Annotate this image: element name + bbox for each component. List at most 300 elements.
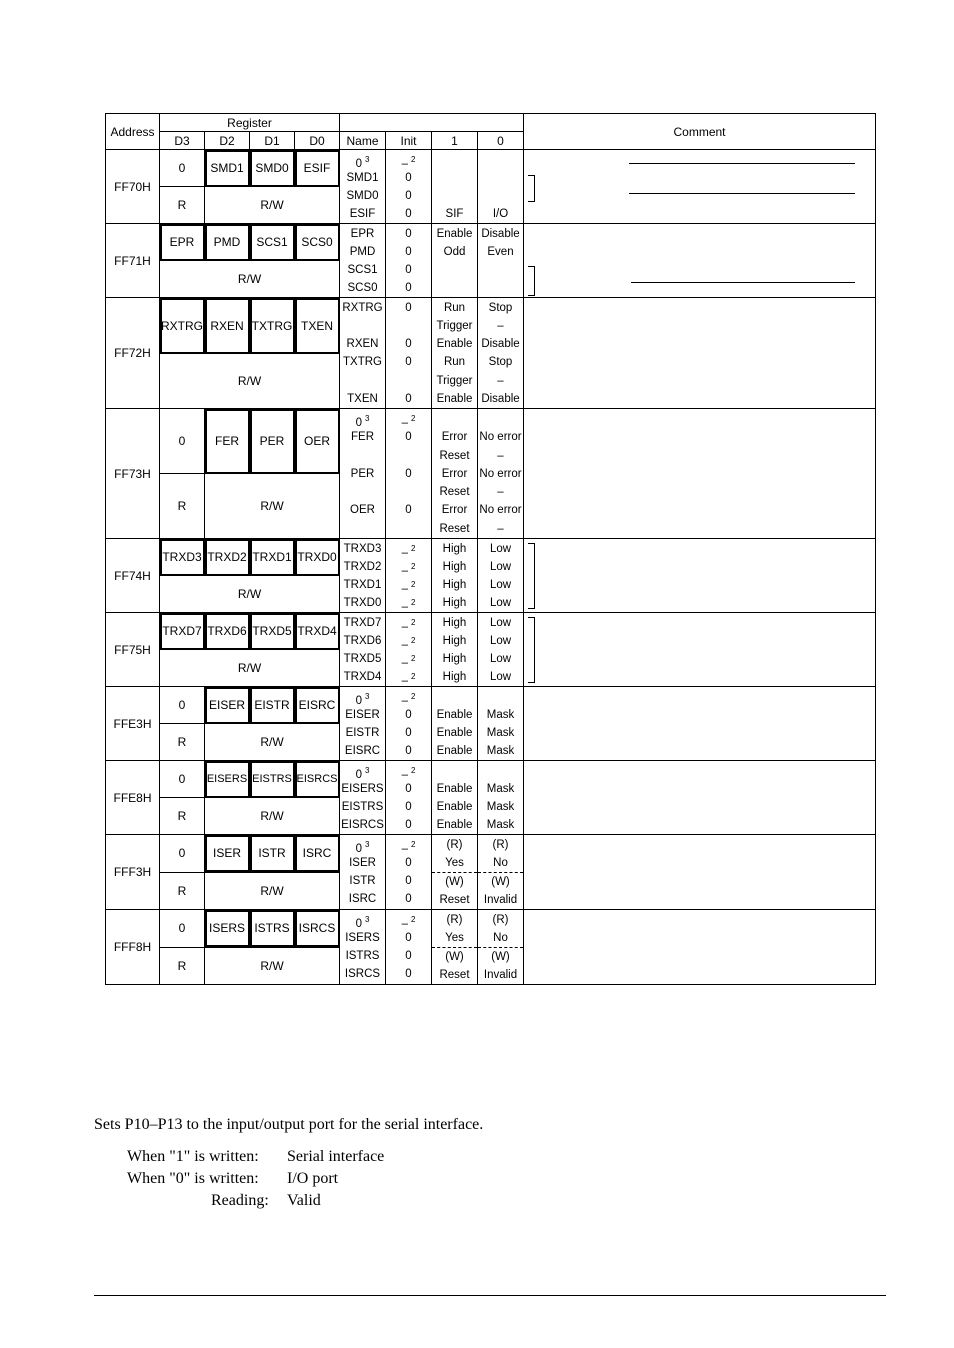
bit-value-zero-cell [478, 298, 524, 409]
access-read-write: R/W [205, 872, 340, 910]
register-address: FF70H [106, 150, 160, 224]
register-table [105, 113, 876, 985]
bit-value-zero-cell [478, 835, 524, 910]
comment-cell [524, 687, 876, 761]
header-one: 1 [432, 132, 478, 150]
bit-init: 0 [405, 857, 412, 869]
bit-init: – $^2$ [401, 636, 416, 651]
bit-init [386, 483, 431, 501]
bit-init: – $^2$ [401, 654, 416, 669]
bit-name: TXEN [347, 392, 378, 405]
bit-value-zero [478, 261, 523, 279]
bit-value-one: Enable [436, 709, 473, 721]
bit-value-one [432, 688, 477, 706]
bit-value-one: Enable [436, 392, 473, 405]
bit-name: TRXD0 [343, 597, 382, 609]
bit-init-cell [386, 150, 432, 224]
register-bit: FER [205, 409, 250, 474]
register-bit: TXTRG [250, 298, 295, 354]
bit-value-one: Yes [445, 932, 464, 944]
bit-value-zero-cell [478, 910, 524, 985]
bit-value-one [432, 279, 477, 297]
bit-value-one [432, 410, 477, 428]
bit-init: 0 [405, 208, 412, 220]
access-read: R [160, 947, 205, 985]
register-address: FF73H [106, 409, 160, 539]
register-address: FFE3H [106, 687, 160, 761]
bit-name: 0 $^3$ [355, 155, 370, 170]
bit-value-one: Reset [439, 449, 470, 462]
bit-init: – $^2$ [401, 580, 416, 595]
register-bit: EISRC [295, 687, 340, 724]
comment-cell [524, 409, 876, 539]
bit-value-zero: Mask [486, 801, 515, 813]
bit-init: 0 [405, 819, 412, 831]
header-register: Register [160, 114, 340, 132]
comment-bracket [528, 266, 535, 296]
bit-value-zero [478, 151, 523, 169]
bit-value-one: (W) [432, 947, 477, 966]
bit-value-zero-cell [478, 613, 524, 687]
bit-value-zero: No error [479, 504, 522, 517]
bit-value-zero [478, 688, 523, 706]
bit-init: 0 [405, 783, 412, 795]
bit-init: 0 [405, 172, 412, 184]
register-bit: SMD0 [250, 150, 295, 187]
register-address: FFF3H [106, 835, 160, 910]
bit-name: 0 $^3$ [355, 915, 370, 930]
bit-value-one: High [442, 635, 467, 647]
reading-label: Reading: [211, 1192, 269, 1209]
bit-value-zero-cell [478, 539, 524, 613]
bit-value-one-cell [432, 910, 478, 985]
bit-name: TRXD1 [343, 579, 382, 591]
bit-value-one [432, 187, 477, 205]
bit-value-zero: – [497, 486, 504, 499]
bit-value-one: Enable [436, 783, 473, 795]
register-bit: ESIF [295, 150, 340, 187]
bit-name: EISTR [345, 727, 380, 739]
comment-cell [524, 539, 876, 613]
table-row [106, 835, 876, 873]
table-row [106, 409, 876, 474]
bit-value-zero: (R) [492, 914, 509, 926]
register-rows [106, 150, 876, 985]
bit-value-zero: Stop [488, 356, 513, 369]
bit-name: TXTRG [343, 356, 382, 369]
bit-name: 0 $^3$ [355, 766, 370, 781]
comment-cell [524, 761, 876, 835]
bit-init: – $^2$ [401, 692, 416, 707]
bit-value-zero-cell [478, 687, 524, 761]
bit-value-zero: Low [489, 653, 512, 665]
comment-bracket [528, 543, 535, 609]
bit-name: TRXD7 [343, 617, 382, 629]
bit-name: ISRC [348, 893, 377, 905]
bit-name: ISRCS [344, 968, 381, 980]
table-row [106, 613, 876, 650]
bit-name: SMD0 [346, 190, 379, 202]
bit-value-zero [478, 169, 523, 187]
bit-init: 0 [405, 264, 412, 276]
bit-name: PMD [349, 246, 376, 258]
bit-value-one: Enable [436, 727, 473, 739]
bit-value-one: Run [443, 302, 466, 314]
bit-init: 0 [405, 338, 412, 351]
bit-value-one: High [442, 579, 467, 591]
bit-init: – $^2$ [401, 840, 416, 855]
bit-name: SCS1 [347, 264, 378, 276]
bit-value-zero: No error [479, 431, 522, 444]
bit-init [386, 372, 431, 390]
bit-name: OER [350, 504, 375, 517]
bit-name: RXTRG [342, 302, 383, 314]
bit-value-one-cell [432, 150, 478, 224]
register-bit: TRXD1 [250, 539, 295, 576]
bit-value-one: High [442, 597, 467, 609]
bit-name: ESIF [349, 208, 376, 220]
bit-value-zero [478, 187, 523, 205]
bit-value-zero: – [497, 522, 504, 535]
bit-name [340, 483, 385, 501]
table-row [106, 298, 876, 354]
bit-init: 0 [405, 727, 412, 739]
write-one-value: Serial interface [287, 1148, 385, 1165]
bit-name-cell [340, 539, 386, 613]
bit-init: 0 [405, 968, 412, 980]
access-read-write: R/W [160, 576, 340, 613]
bit-init: 0 [405, 228, 412, 240]
bit-value-zero [478, 762, 523, 780]
comment-bracket [528, 617, 535, 683]
register-bit: OER [295, 409, 340, 474]
bit-value-one: Enable [436, 801, 473, 813]
bit-name: TRXD2 [343, 561, 382, 573]
register-bit: EISTRS [250, 761, 295, 798]
bit-value-zero: Mask [486, 727, 515, 739]
access-read-write: R/W [160, 650, 340, 687]
bit-name [340, 372, 385, 390]
comment-cell [524, 613, 876, 687]
bit-name: ISER [349, 857, 376, 869]
header-name: Name [340, 132, 386, 150]
register-address: FF71H [106, 224, 160, 298]
bit-value-one: SIF [445, 208, 464, 220]
bit-value-one [432, 151, 477, 169]
bit-name-cell [340, 409, 386, 539]
bit-value-one: High [442, 561, 467, 573]
bit-init: – $^2$ [401, 414, 416, 429]
bit-value-zero-cell [478, 150, 524, 224]
bit-name: EISRCS [341, 819, 384, 831]
bit-value-zero: (R) [492, 839, 509, 851]
bit-name-cell [340, 150, 386, 224]
bit-value-zero: Mask [486, 709, 515, 721]
bit-init: 0 [405, 302, 412, 314]
bit-init: 0 [405, 246, 412, 258]
bit-value-one: Run [443, 356, 466, 369]
bit-init: – $^2$ [401, 672, 416, 687]
bit-name [340, 317, 385, 335]
register-bit: 0 [160, 150, 205, 187]
bit-name: EPR [350, 228, 375, 240]
bit-name-cell [340, 910, 386, 985]
bit-name: TRXD5 [343, 653, 382, 665]
comment-underline [629, 163, 855, 164]
table-row [106, 687, 876, 724]
bit-value-one-cell [432, 613, 478, 687]
bit-value-zero: – [497, 320, 504, 333]
bit-init: – $^2$ [401, 766, 416, 781]
bit-value-zero: Mask [486, 819, 515, 831]
bit-init: – $^2$ [401, 544, 416, 559]
bit-value-zero: Stop [488, 302, 513, 314]
bit-name: SMD1 [346, 172, 379, 184]
table-row [106, 761, 876, 798]
bit-init-cell [386, 910, 432, 985]
bit-value-zero: No [493, 857, 508, 869]
bit-value-zero: Low [489, 561, 512, 573]
reading-value: Valid [287, 1192, 321, 1209]
register-bit: EISER [205, 687, 250, 724]
bit-name: 0 $^3$ [355, 692, 370, 707]
bit-name: 0 $^3$ [355, 840, 370, 855]
bit-value-zero-cell [478, 224, 524, 298]
bit-name: RXEN [346, 338, 379, 351]
bit-value-zero: Invalid [483, 969, 518, 981]
bit-name [340, 520, 385, 538]
access-read: R [160, 187, 205, 224]
header-blank [340, 114, 524, 132]
bit-value-zero: Even [487, 246, 514, 258]
bit-value-zero: – [497, 374, 504, 387]
bit-value-zero: Invalid [483, 894, 518, 906]
access-read-write: R/W [205, 187, 340, 224]
header-d0: D0 [295, 132, 340, 150]
header-address: Address [106, 114, 160, 150]
register-bit: TRXD0 [295, 539, 340, 576]
register-bit: 0 [160, 687, 205, 724]
bit-value-one: Reset [439, 522, 470, 535]
comment-underline [631, 282, 855, 283]
bit-value-zero: No [493, 932, 508, 944]
bit-value-one-cell [432, 409, 478, 539]
register-bit: 0 [160, 761, 205, 798]
bit-value-one-cell [432, 298, 478, 409]
bit-value-one: High [442, 617, 467, 629]
bit-value-zero: Low [489, 597, 512, 609]
bit-name: ISTR [349, 875, 376, 887]
register-bit: SCS1 [250, 224, 295, 261]
bit-value-one: Reset [439, 894, 470, 906]
bit-value-zero: Low [489, 671, 512, 683]
register-bit: ISERS [205, 910, 250, 948]
bit-init-cell [386, 761, 432, 835]
register-bit: TRXD5 [250, 613, 295, 650]
bit-value-zero: Disable [481, 228, 520, 240]
bit-name-cell [340, 224, 386, 298]
bit-name-cell [340, 613, 386, 687]
header-init: Init [386, 132, 432, 150]
register-bit: ISRC [295, 835, 340, 873]
header-comment: Comment [524, 114, 876, 150]
bit-name: ISTRS [345, 950, 380, 962]
bit-name: SCS0 [347, 282, 378, 294]
bit-name: FER [351, 431, 374, 444]
bit-init: – $^2$ [401, 598, 416, 613]
access-read: R [160, 724, 205, 761]
header-d1: D1 [250, 132, 295, 150]
write-zero-value: I/O port [287, 1170, 339, 1187]
bit-value-one: Reset [439, 486, 470, 499]
bit-name [340, 447, 385, 465]
bit-init-cell [386, 539, 432, 613]
register-bit: TRXD3 [160, 539, 205, 576]
bit-value-zero: No error [479, 467, 522, 480]
register-bit: ISRCS [295, 910, 340, 948]
bit-init: 0 [405, 801, 412, 813]
bit-value-zero: Mask [486, 783, 515, 795]
bit-value-one: Enable [436, 745, 473, 757]
bit-value-zero: Low [489, 543, 512, 555]
bit-value-zero-cell [478, 761, 524, 835]
access-read: R [160, 798, 205, 835]
bit-init [386, 447, 431, 465]
bit-value-one-cell [432, 224, 478, 298]
access-read-write: R/W [160, 261, 340, 298]
bit-init: 0 [405, 504, 412, 517]
table-row [106, 150, 876, 187]
bit-name: EISRC [344, 745, 381, 757]
access-read: R [160, 872, 205, 910]
access-read-write: R/W [160, 354, 340, 409]
bit-init [386, 520, 431, 538]
bit-value-one: Enable [436, 819, 473, 831]
register-bit: RXEN [205, 298, 250, 354]
bit-name: TRXD4 [343, 671, 382, 683]
bit-value-one: Reset [439, 969, 470, 981]
bit-init: 0 [405, 356, 412, 369]
bit-value-one: (R) [446, 839, 463, 851]
header-d2: D2 [205, 132, 250, 150]
register-bit: TRXD6 [205, 613, 250, 650]
bit-name: TRXD3 [343, 543, 382, 555]
bit-value-one: High [442, 543, 467, 555]
register-bit: ISTR [250, 835, 295, 873]
comment-bracket [528, 175, 535, 202]
bit-name: ISERS [345, 932, 380, 944]
bit-value-zero: Low [489, 635, 512, 647]
bit-value-one: Enable [436, 338, 473, 351]
bit-name: EISER [345, 709, 380, 721]
bit-value-one: Trigger [436, 374, 473, 387]
bit-value-one: High [442, 653, 467, 665]
bit-value-one: (R) [446, 914, 463, 926]
bit-value-one: Error [441, 504, 468, 517]
access-read-write: R/W [205, 947, 340, 985]
bit-init: 0 [405, 893, 412, 905]
bit-value-zero [478, 279, 523, 297]
register-bit: PER [250, 409, 295, 474]
register-address: FFE8H [106, 761, 160, 835]
bit-init: 0 [405, 709, 412, 721]
register-bit: 0 [160, 910, 205, 948]
bit-value-one-cell [432, 835, 478, 910]
bit-value-one: Trigger [436, 320, 473, 333]
bit-name-cell [340, 835, 386, 910]
bit-value-zero-cell [478, 409, 524, 539]
register-bit: SCS0 [295, 224, 340, 261]
bit-init: – $^2$ [401, 915, 416, 930]
intro-text: Sets P10–P13 to the input/output port for the serial interface. [94, 1116, 484, 1133]
bit-value-zero: – [497, 449, 504, 462]
register-bit: ISER [205, 835, 250, 873]
bit-init: 0 [405, 745, 412, 757]
bit-value-zero: Disable [481, 338, 520, 351]
register-bit: PMD [205, 224, 250, 261]
bit-value-zero: Low [489, 579, 512, 591]
bit-value-one-cell [432, 539, 478, 613]
bit-value-zero: (W) [478, 872, 523, 891]
register-bit: 0 [160, 409, 205, 474]
table-row [106, 910, 876, 948]
bit-value-one [432, 762, 477, 780]
register-address: FFF8H [106, 910, 160, 985]
bit-init: – $^2$ [401, 155, 416, 170]
bit-init: 0 [405, 467, 412, 480]
register-bit: SMD1 [205, 150, 250, 187]
table-row [106, 224, 876, 261]
register-bit: TXEN [295, 298, 340, 354]
register-bit: RXTRG [160, 298, 205, 354]
bit-init: 0 [405, 875, 412, 887]
bit-value-one: Error [441, 431, 468, 444]
access-read: R [160, 474, 205, 539]
header-d3: D3 [160, 132, 205, 150]
bit-value-zero [478, 410, 523, 428]
bit-init: – $^2$ [401, 618, 416, 633]
bit-name: PER [350, 467, 375, 480]
register-address: FF75H [106, 613, 160, 687]
register-bit: TRXD2 [205, 539, 250, 576]
comment-cell [524, 835, 876, 910]
access-read-write: R/W [205, 474, 340, 539]
bit-init-cell [386, 409, 432, 539]
bit-value-one: Yes [445, 857, 464, 869]
footer-rule [94, 1295, 886, 1296]
register-bit: ISTRS [250, 910, 295, 948]
bit-value-zero: (W) [478, 947, 523, 966]
bit-init: – $^2$ [401, 562, 416, 577]
register-bit: EPR [160, 224, 205, 261]
bit-init-cell [386, 835, 432, 910]
bit-value-one [432, 169, 477, 187]
bit-init [386, 317, 431, 335]
bit-name-cell [340, 761, 386, 835]
access-read-write: R/W [205, 798, 340, 835]
bit-value-one: Error [441, 467, 468, 480]
comment-cell [524, 298, 876, 409]
write-one-label: When "1" is written: [127, 1148, 259, 1165]
comment-cell [524, 150, 876, 224]
bit-init-cell [386, 687, 432, 761]
bit-init: 0 [405, 950, 412, 962]
comment-underline [629, 193, 855, 194]
bit-value-one: Odd [443, 246, 466, 258]
bit-value-one-cell [432, 761, 478, 835]
bit-value-zero: Low [489, 617, 512, 629]
bit-name: 0 $^3$ [355, 414, 370, 429]
